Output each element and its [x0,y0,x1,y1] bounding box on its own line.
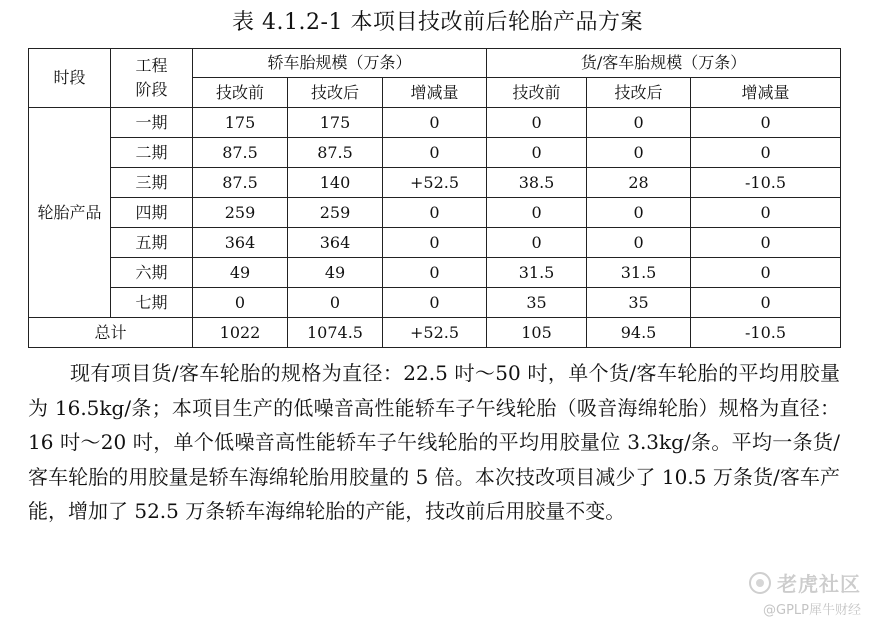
header-stage [111,49,193,108]
header-row-1 [29,49,841,78]
truck-change-cell: 0 [691,108,841,138]
header-truck-before: 技改前 [487,78,587,108]
watermark-handle: @GPLP犀牛财经 [763,603,861,618]
truck-after-cell: 0 [587,198,691,228]
truck-before-cell: 0 [487,108,587,138]
truck-change-cell: 0 [691,258,841,288]
stage-cell: 七期 [111,288,193,318]
car-before-cell: 87.5 [193,138,288,168]
stage-cell: 五期 [111,228,193,258]
header-truck-group: 货/客车胎规模（万条） [487,49,841,78]
car-before-cell: 259 [193,198,288,228]
watermark-brand: 老虎社区 [777,572,861,596]
total-row [29,318,841,348]
car-change-cell: 0 [383,198,487,228]
header-car-before: 技改前 [193,78,288,108]
car-before-cell: 175 [193,108,288,138]
car-after-cell: 49 [288,258,383,288]
header-stage-line-1: 工程 [135,56,168,75]
car-change-cell: 0 [383,288,487,318]
header-truck-change: 增减量 [691,78,841,108]
truck-change-cell: 0 [691,228,841,258]
truck-before-cell: 38.5 [487,168,587,198]
table-row [29,138,841,168]
stage-cell: 一期 [111,108,193,138]
stage-cell: 二期 [111,138,193,168]
truck-before-cell: 0 [487,198,587,228]
truck-after-cell: 0 [587,108,691,138]
table-row [29,258,841,288]
period-cell: 轮胎产品 [29,108,111,318]
car-change-cell: +52.5 [383,168,487,198]
header-car-group: 轿车胎规模（万条） [193,49,487,78]
truck-after-cell: 0 [587,138,691,168]
car-before-cell: 364 [193,228,288,258]
watermark-logo-row [721,568,861,597]
truck-before-cell: 31.5 [487,258,587,288]
car-change-cell: 0 [383,138,487,168]
car-after-cell: 0 [288,288,383,318]
car-before-cell: 0 [193,288,288,318]
header-stage-line-2: 阶段 [135,80,168,99]
header-period: 时段 [29,49,111,108]
body-paragraph: 现有项目货/客车轮胎的规格为直径：22.5 吋～50 吋，单个货/客车轮胎的平均用胶量为 16.5kg/条；本项目生产的低噪音高性能轿车子午线轮胎（吸音海绵轮胎）规格为直径：16 吋～20 吋，单个低噪音高性能轿车子午线轮胎的平均用胶量位 3.3kg/条。平均一条货/客车轮胎的用胶量是轿车海绵轮胎用胶量的 5 倍。本次技改项目减少了 10.5 万条货/客车产能，增加了 52.5 万条轿车海绵轮胎的产能，技改前后用胶量不变。 [28,361,840,523]
total-car-after: 1074.5 [288,318,383,348]
car-before-cell: 49 [193,258,288,288]
product-plan-table [28,48,841,348]
car-change-cell: 0 [383,228,487,258]
car-after-cell: 175 [288,108,383,138]
table-row [29,228,841,258]
total-label: 总计 [29,318,193,348]
truck-before-cell: 0 [487,138,587,168]
stage-cell: 六期 [111,258,193,288]
watermark [721,568,861,618]
total-truck-before: 105 [487,318,587,348]
truck-change-cell: 0 [691,138,841,168]
truck-change-cell: -10.5 [691,168,841,198]
truck-after-cell: 0 [587,228,691,258]
truck-after-cell: 35 [587,288,691,318]
header-truck-after: 技改后 [587,78,691,108]
stage-cell: 三期 [111,168,193,198]
car-after-cell: 364 [288,228,383,258]
truck-before-cell: 35 [487,288,587,318]
header-car-change: 增减量 [383,78,487,108]
header-car-after: 技改后 [288,78,383,108]
table-row [29,168,841,198]
truck-change-cell: 0 [691,288,841,318]
car-after-cell: 140 [288,168,383,198]
table-row [29,288,841,318]
car-change-cell: 0 [383,258,487,288]
total-truck-change: -10.5 [691,318,841,348]
table-title: 表 4.1.2-1 本项目技改前后轮胎产品方案 [232,10,643,35]
table-row [29,108,841,138]
car-after-cell: 259 [288,198,383,228]
tiger-logo-icon [749,572,771,594]
total-car-change: +52.5 [383,318,487,348]
car-change-cell: 0 [383,108,487,138]
truck-before-cell: 0 [487,228,587,258]
car-after-cell: 87.5 [288,138,383,168]
total-car-before: 1022 [193,318,288,348]
stage-cell: 四期 [111,198,193,228]
car-before-cell: 87.5 [193,168,288,198]
truck-change-cell: 0 [691,198,841,228]
table-row [29,198,841,228]
total-truck-after: 94.5 [587,318,691,348]
truck-after-cell: 28 [587,168,691,198]
truck-after-cell: 31.5 [587,258,691,288]
